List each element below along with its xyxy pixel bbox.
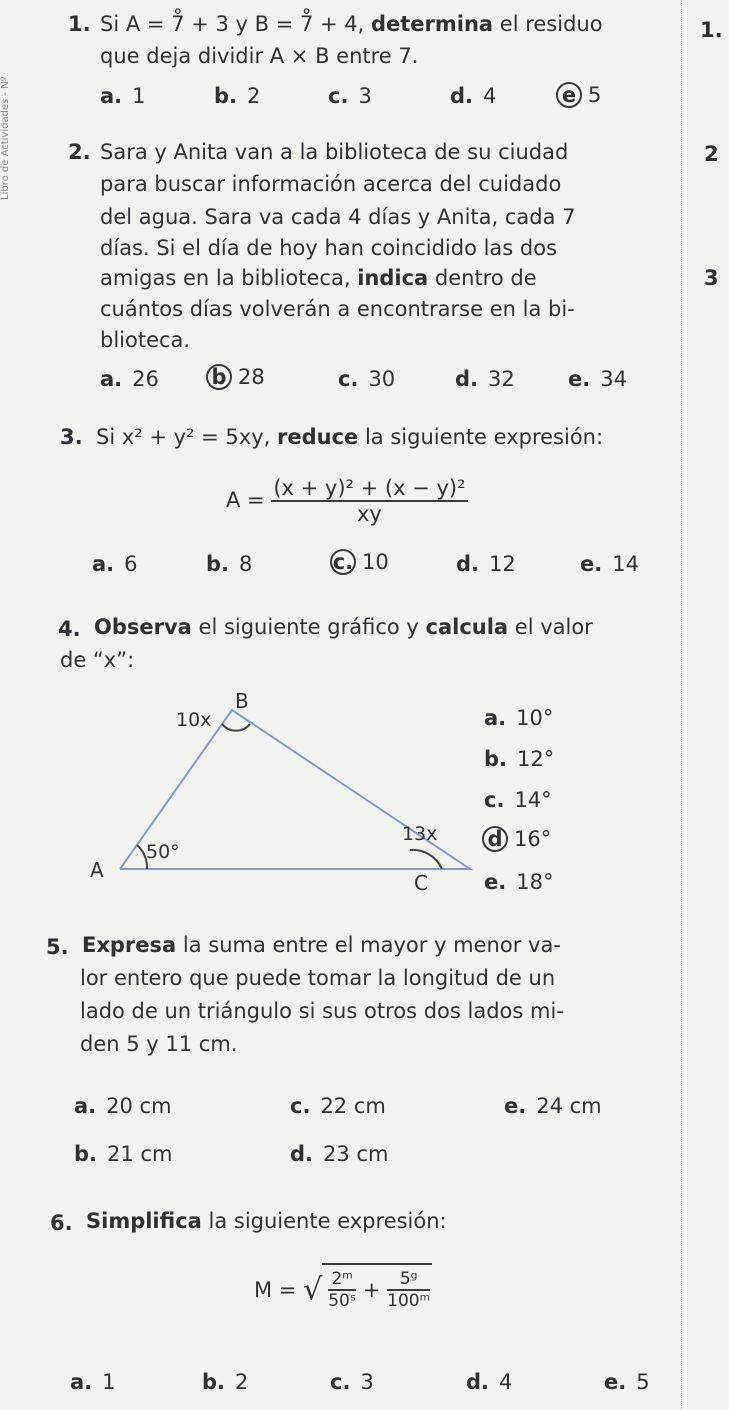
q6-option-e[interactable] bbox=[604, 1370, 650, 1394]
q3-option-a[interactable] bbox=[92, 552, 138, 576]
q5-line2: lor entero que puede tomar la longitud de un bbox=[80, 966, 556, 990]
q2-line6: cuántos días volverán a encontrarse en la bi- bbox=[100, 297, 575, 321]
option-value: 14 bbox=[612, 552, 639, 576]
q1-line2: que deja dividir A × B entre 7. bbox=[100, 44, 419, 68]
angle-c-label: 13x bbox=[402, 823, 438, 845]
q5-verb: Expresa bbox=[82, 933, 177, 957]
option-letter: c. bbox=[290, 1094, 311, 1118]
q6-f1-numerator: 2ᵐ bbox=[328, 1269, 356, 1291]
q6-radicand bbox=[322, 1263, 432, 1311]
q1-statement bbox=[100, 12, 603, 36]
option-letter: b. bbox=[214, 84, 238, 108]
q6-expression bbox=[254, 1263, 432, 1311]
q6-option-a[interactable] bbox=[70, 1370, 116, 1394]
option-letter: d. bbox=[455, 367, 479, 391]
q3-option-c-selected[interactable] bbox=[330, 549, 389, 575]
q2-line3: del agua. Sara va cada 4 días y Anita, cada 7 bbox=[100, 205, 576, 229]
angle-b-label: 10x bbox=[176, 709, 212, 731]
q1-option-c[interactable] bbox=[328, 84, 372, 108]
selected-circle: c. bbox=[330, 549, 356, 575]
option-value: 8 bbox=[239, 552, 253, 576]
option-letter: e. bbox=[580, 552, 603, 576]
option-value: 20 cm bbox=[106, 1094, 172, 1118]
q5-text: la suma entre el mayor y menor va- bbox=[176, 933, 561, 957]
q2-text: amigas en la biblioteca, bbox=[100, 266, 358, 290]
option-value: 6 bbox=[124, 552, 138, 576]
q1-option-e-selected[interactable] bbox=[556, 82, 601, 108]
option-value: 26 bbox=[132, 367, 159, 391]
margin-mark-1: 1. bbox=[700, 18, 723, 42]
q3-text-a: Si x² + y² = 5xy, bbox=[96, 425, 277, 449]
q6-option-c[interactable] bbox=[330, 1370, 374, 1394]
option-value: 5 bbox=[636, 1370, 650, 1394]
triangle-figure bbox=[80, 680, 480, 895]
q5-line4: den 5 y 11 cm. bbox=[80, 1032, 238, 1056]
option-value: 34 bbox=[600, 367, 627, 391]
q4-statement bbox=[94, 615, 593, 639]
option-letter: b. bbox=[206, 552, 230, 576]
q6-f1-denominator: 50ˢ bbox=[328, 1291, 357, 1311]
q3-statement bbox=[96, 425, 603, 449]
q6-option-d[interactable] bbox=[466, 1370, 512, 1394]
q2-option-c[interactable] bbox=[338, 367, 395, 391]
q1-option-a[interactable] bbox=[100, 84, 146, 108]
option-value: 30 bbox=[368, 367, 396, 391]
q2-line5 bbox=[100, 266, 537, 290]
q5-option-b[interactable] bbox=[74, 1142, 172, 1166]
q1-option-b[interactable] bbox=[214, 84, 260, 108]
selected-circle: d bbox=[482, 826, 508, 852]
angle-arc-b bbox=[222, 724, 250, 731]
q4-option-a[interactable] bbox=[484, 706, 553, 730]
option-value: 1 bbox=[102, 1370, 116, 1394]
angle-arc-c bbox=[410, 850, 442, 869]
q4-verb2: calcula bbox=[425, 615, 509, 639]
q1-text-b: el residuo bbox=[493, 12, 603, 36]
option-letter: a. bbox=[70, 1370, 93, 1394]
q5-option-c[interactable] bbox=[290, 1094, 386, 1118]
option-value: 28 bbox=[238, 365, 265, 389]
option-value: 1 bbox=[132, 84, 146, 108]
option-letter: e. bbox=[504, 1094, 527, 1118]
option-letter: b. bbox=[202, 1370, 226, 1394]
selected-circle: e bbox=[556, 82, 582, 108]
q2-option-e[interactable] bbox=[568, 367, 627, 391]
q6-text: la siguiente expresión: bbox=[201, 1209, 447, 1233]
q6-f2-denominator: 100ᵐ bbox=[387, 1291, 431, 1311]
q6-fraction-2 bbox=[387, 1269, 430, 1311]
q5-line1 bbox=[82, 933, 561, 957]
option-value: 21 cm bbox=[107, 1142, 173, 1166]
angle-a-label: 50° bbox=[146, 841, 180, 863]
q3-denominator: xy bbox=[356, 502, 382, 526]
q4-text2: el valor bbox=[508, 615, 593, 639]
option-letter: b. bbox=[484, 747, 508, 771]
q3-numerator: (x + y)² + (x − y)² bbox=[273, 476, 466, 500]
option-letter: a. bbox=[100, 84, 123, 108]
q3-option-b[interactable] bbox=[206, 552, 252, 576]
option-value: 12 bbox=[489, 552, 516, 576]
option-value: 2 bbox=[247, 84, 261, 108]
q4-number: 4. bbox=[58, 617, 81, 641]
q2-number: 2. bbox=[68, 140, 91, 164]
q1-text-a: Si A = 7̊ + 3 y B = 7̊ + 4, bbox=[100, 12, 371, 36]
option-value: 12° bbox=[517, 747, 555, 771]
q2-verb: indica bbox=[357, 266, 429, 290]
option-value: 3 bbox=[358, 84, 372, 108]
vertex-c: C bbox=[414, 871, 428, 895]
q2-option-a[interactable] bbox=[100, 367, 159, 391]
q4-text1: el siguiente gráfico y bbox=[191, 615, 426, 639]
q5-number: 5. bbox=[46, 935, 69, 959]
q3-number: 3. bbox=[60, 425, 83, 449]
q6-fraction-1 bbox=[328, 1269, 356, 1311]
q5-option-e[interactable] bbox=[504, 1094, 602, 1118]
q4-line2: de “x”: bbox=[60, 648, 135, 672]
option-value: 10° bbox=[516, 706, 554, 730]
q1-verb: determina bbox=[370, 12, 494, 36]
option-value: 23 cm bbox=[323, 1142, 389, 1166]
q3-expression bbox=[226, 476, 468, 526]
vertex-b: B bbox=[235, 689, 249, 713]
q3-option-d[interactable] bbox=[456, 552, 516, 576]
q6-lhs: M = bbox=[254, 1278, 297, 1302]
option-value: 14° bbox=[514, 788, 552, 812]
option-value: 4 bbox=[499, 1370, 513, 1394]
option-letter: d. bbox=[450, 84, 474, 108]
q3-lhs: A = bbox=[226, 488, 265, 512]
option-letter: d. bbox=[456, 552, 480, 576]
option-value: 10 bbox=[362, 550, 389, 574]
q3-fraction bbox=[271, 476, 467, 526]
option-value: 3 bbox=[360, 1370, 374, 1394]
q3-text-b: la siguiente expresión: bbox=[358, 425, 604, 449]
q6-option-b[interactable] bbox=[202, 1370, 248, 1394]
margin-divider bbox=[681, 0, 682, 1410]
option-value: 32 bbox=[488, 367, 515, 391]
option-value: 16° bbox=[514, 827, 552, 851]
option-value: 2 bbox=[235, 1370, 249, 1394]
q4-option-b[interactable] bbox=[484, 747, 554, 771]
q2-line7: blioteca. bbox=[100, 328, 191, 352]
option-letter: e. bbox=[568, 367, 591, 391]
q2-option-d[interactable] bbox=[455, 367, 515, 391]
q2-text-b: dentro de bbox=[428, 266, 537, 290]
q5-option-d[interactable] bbox=[290, 1142, 388, 1166]
q3-verb: reduce bbox=[277, 425, 359, 449]
radical-sign: √ bbox=[303, 1272, 323, 1308]
option-letter: e. bbox=[604, 1370, 627, 1394]
side-label: Libro de Actividades - Nº bbox=[0, 76, 11, 200]
option-letter: d. bbox=[290, 1142, 314, 1166]
q6-statement bbox=[86, 1209, 447, 1233]
margin-mark-3: 3 bbox=[704, 266, 719, 290]
q3-option-e[interactable] bbox=[580, 552, 639, 576]
margin-mark-2: 2 bbox=[704, 142, 719, 166]
vertex-a: A bbox=[90, 858, 104, 882]
q2-option-b-selected[interactable] bbox=[206, 364, 265, 390]
q6-f2-numerator: 5ᵍ bbox=[387, 1269, 430, 1291]
q5-option-a[interactable] bbox=[74, 1094, 172, 1118]
q4-verb1: Observa bbox=[94, 615, 192, 639]
option-value: 18° bbox=[516, 870, 554, 894]
option-letter: a. bbox=[74, 1094, 97, 1118]
q2-line4: días. Si el día de hoy han coincidido las dos bbox=[100, 236, 558, 260]
q1-option-d[interactable] bbox=[450, 84, 496, 108]
q1-number: 1. bbox=[68, 12, 91, 36]
option-letter: d. bbox=[466, 1370, 490, 1394]
q4-option-e[interactable] bbox=[484, 870, 553, 894]
q4-option-d-selected[interactable] bbox=[482, 826, 551, 852]
q5-line3: lado de un triángulo si sus otros dos lados mi- bbox=[80, 999, 564, 1023]
option-letter: c. bbox=[338, 367, 359, 391]
option-value: 5 bbox=[588, 83, 602, 107]
q6-plus: + bbox=[362, 1278, 381, 1302]
option-letter: c. bbox=[328, 84, 349, 108]
option-letter: c. bbox=[484, 788, 505, 812]
q6-number: 6. bbox=[50, 1211, 73, 1235]
selected-circle: b bbox=[206, 364, 232, 390]
q2-line2: para buscar información acerca del cuidado bbox=[100, 172, 562, 196]
q4-option-c[interactable] bbox=[484, 788, 552, 812]
option-letter: a. bbox=[100, 367, 123, 391]
option-letter: a. bbox=[92, 552, 115, 576]
option-value: 4 bbox=[483, 84, 497, 108]
q6-verb: Simplifica bbox=[86, 1209, 202, 1233]
option-letter: a. bbox=[484, 706, 507, 730]
option-value: 24 cm bbox=[536, 1094, 602, 1118]
option-letter: e. bbox=[484, 870, 507, 894]
option-letter: c. bbox=[330, 1370, 351, 1394]
option-value: 22 cm bbox=[320, 1094, 386, 1118]
option-letter: b. bbox=[74, 1142, 98, 1166]
q2-line1: Sara y Anita van a la biblioteca de su ciudad bbox=[100, 140, 569, 164]
